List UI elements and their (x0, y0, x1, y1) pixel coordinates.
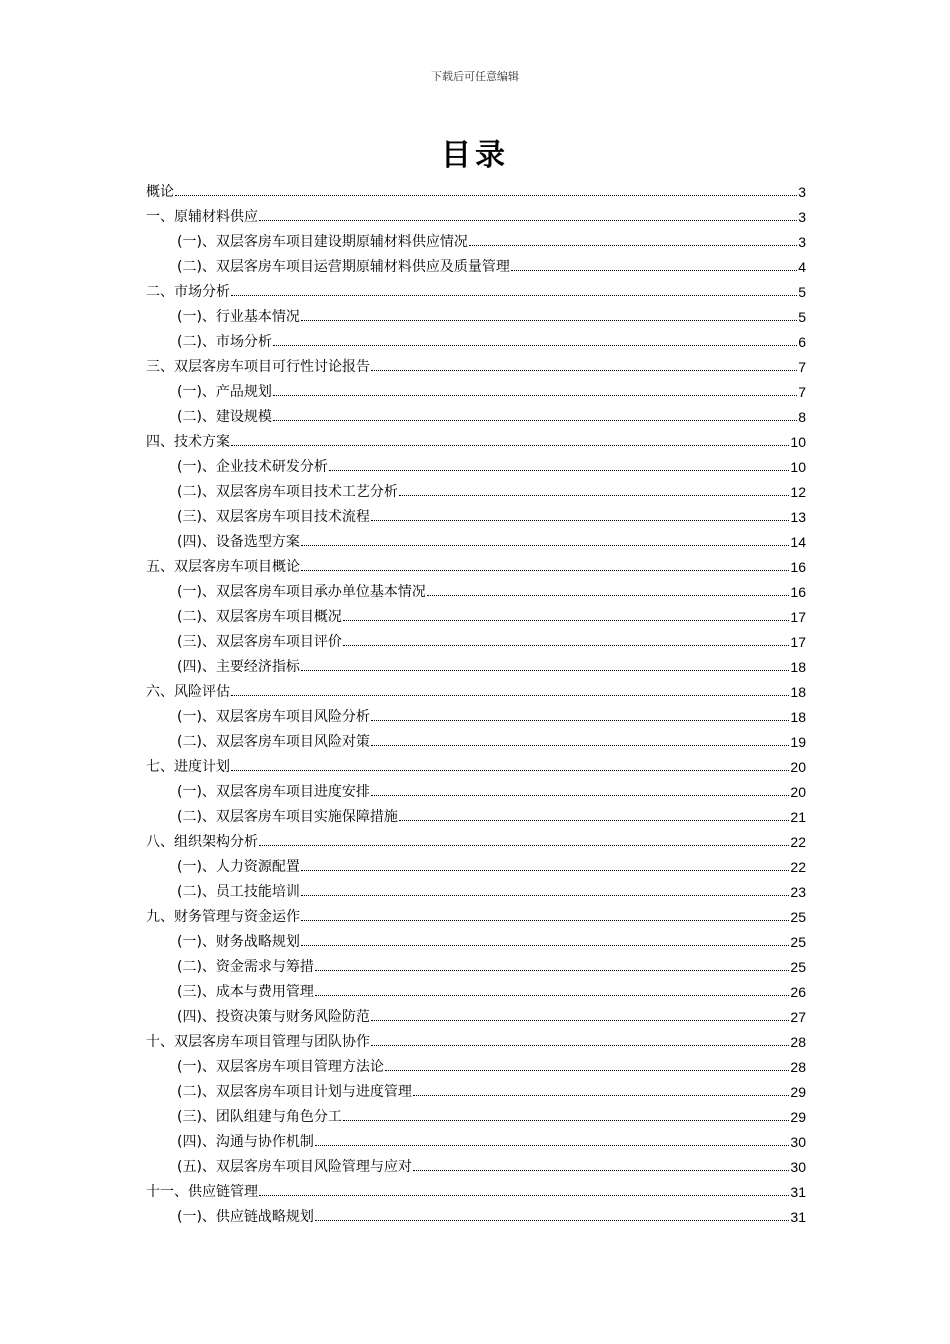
toc-entry[interactable] (146, 1076, 806, 1101)
toc-entry[interactable] (146, 376, 806, 401)
toc-entry[interactable] (146, 1176, 806, 1201)
toc-entry-page: 5 (798, 309, 806, 325)
toc-entry[interactable] (146, 651, 806, 676)
toc-entry-label: (一)、双层客房车项目进度安排 (177, 784, 370, 800)
toc-entry-page: 29 (790, 1084, 806, 1100)
toc-entry-label: (四)、设备选型方案 (177, 534, 300, 550)
toc-entry[interactable] (146, 1126, 806, 1151)
toc-dot-leader (371, 795, 789, 796)
toc-dot-leader (301, 320, 797, 321)
toc-entry-page: 23 (790, 884, 806, 900)
toc-dot-leader (371, 720, 789, 721)
toc-entry-page: 28 (790, 1059, 806, 1075)
toc-entry-page: 4 (798, 259, 806, 275)
toc-entry-page: 30 (790, 1134, 806, 1150)
toc-entry[interactable] (146, 851, 806, 876)
toc-entry-label: 三、双层客房车项目可行性讨论报告 (146, 359, 370, 375)
toc-entry-page: 13 (790, 509, 806, 525)
toc-entry[interactable] (146, 526, 806, 551)
toc-entry-label: (三)、成本与费用管理 (177, 984, 314, 1000)
toc-entry-page: 3 (798, 184, 806, 200)
toc-dot-leader (175, 195, 797, 196)
toc-entry-page: 10 (790, 434, 806, 450)
toc-entry-label: (三)、双层客房车项目评价 (177, 634, 342, 650)
toc-entry[interactable] (146, 551, 806, 576)
toc-entry-page: 3 (798, 234, 806, 250)
toc-dot-leader (273, 420, 797, 421)
toc-entry[interactable] (146, 401, 806, 426)
table-of-contents (146, 176, 806, 1226)
toc-entry-label: (二)、市场分析 (177, 334, 272, 350)
toc-entry-page: 25 (790, 959, 806, 975)
toc-entry-label: (二)、双层客房车项目概况 (177, 609, 342, 625)
toc-dot-leader (399, 495, 789, 496)
toc-dot-leader (301, 545, 789, 546)
toc-entry-page: 29 (790, 1109, 806, 1125)
toc-dot-leader (301, 570, 789, 571)
toc-entry[interactable] (146, 976, 806, 1001)
toc-dot-leader (427, 595, 789, 596)
toc-entry-label: 七、进度计划 (146, 759, 230, 775)
toc-entry[interactable] (146, 1051, 806, 1076)
toc-entry-label: (三)、双层客房车项目技术流程 (177, 509, 370, 525)
toc-entry-label: (四)、沟通与协作机制 (177, 1134, 314, 1150)
toc-dot-leader (301, 670, 789, 671)
page-title: 目录 (441, 138, 509, 173)
toc-dot-leader (231, 295, 797, 296)
toc-entry-page: 6 (798, 334, 806, 350)
toc-dot-leader (301, 870, 789, 871)
toc-entry-page: 30 (790, 1159, 806, 1175)
toc-entry-label: 八、组织架构分析 (146, 834, 258, 850)
toc-dot-leader (413, 1170, 789, 1171)
toc-entry-label: (二)、资金需求与筹措 (177, 959, 314, 975)
toc-dot-leader (343, 645, 789, 646)
toc-dot-leader (259, 845, 789, 846)
toc-entry-label: (一)、行业基本情况 (177, 309, 300, 325)
toc-entry[interactable] (146, 676, 806, 701)
toc-entry[interactable] (146, 751, 806, 776)
toc-dot-leader (231, 770, 789, 771)
toc-entry[interactable] (146, 351, 806, 376)
toc-entry-page: 26 (790, 984, 806, 1000)
toc-entry-label: (二)、双层客房车项目实施保障措施 (177, 809, 398, 825)
toc-entry-label: 十一、供应链管理 (146, 1184, 258, 1200)
toc-dot-leader (371, 1045, 789, 1046)
toc-entry[interactable] (146, 426, 806, 451)
toc-dot-leader (371, 520, 789, 521)
toc-entry-label: (一)、双层客房车项目风险分析 (177, 709, 370, 725)
toc-entry-page: 17 (790, 609, 806, 625)
toc-entry[interactable] (146, 876, 806, 901)
toc-entry-label: (一)、双层客房车项目承办单位基本情况 (177, 584, 426, 600)
toc-entry-page: 12 (790, 484, 806, 500)
toc-entry-page: 25 (790, 934, 806, 950)
toc-entry-label: (一)、双层客房车项目管理方法论 (177, 1059, 384, 1075)
toc-entry-label: (三)、团队组建与角色分工 (177, 1109, 342, 1125)
toc-entry-label: (四)、投资决策与财务风险防范 (177, 1009, 370, 1025)
toc-entry-page: 14 (790, 534, 806, 550)
toc-entry-label: (一)、双层客房车项目建设期原辅材料供应情况 (177, 234, 468, 250)
toc-entry[interactable] (146, 601, 806, 626)
toc-dot-leader (343, 620, 789, 621)
toc-entry-page: 22 (790, 834, 806, 850)
toc-entry-label: 五、双层客房车项目概论 (146, 559, 300, 575)
toc-dot-leader (315, 1145, 789, 1146)
toc-entry-page: 20 (790, 784, 806, 800)
toc-entry-page: 31 (790, 1209, 806, 1225)
toc-entry-label: (一)、供应链战略规划 (177, 1209, 314, 1225)
toc-entry-label: (二)、双层客房车项目计划与进度管理 (177, 1084, 412, 1100)
toc-dot-leader (231, 445, 789, 446)
toc-entry-page: 31 (790, 1184, 806, 1200)
toc-entry[interactable] (146, 826, 806, 851)
toc-dot-leader (231, 695, 789, 696)
toc-entry-page: 5 (798, 284, 806, 300)
toc-dot-leader (301, 920, 789, 921)
page-header: 下载后可任意编辑 (431, 70, 519, 83)
toc-dot-leader (371, 370, 797, 371)
toc-entry[interactable] (146, 176, 806, 201)
toc-entry[interactable] (146, 451, 806, 476)
toc-entry-label: 四、技术方案 (146, 434, 230, 450)
toc-dot-leader (399, 820, 789, 821)
toc-dot-leader (301, 945, 789, 946)
toc-dot-leader (511, 270, 797, 271)
toc-dot-leader (385, 1070, 789, 1071)
toc-entry[interactable] (146, 201, 806, 226)
toc-entry[interactable] (146, 326, 806, 351)
toc-entry-page: 28 (790, 1034, 806, 1050)
toc-entry[interactable] (146, 701, 806, 726)
toc-entry[interactable] (146, 1026, 806, 1051)
toc-dot-leader (315, 1220, 789, 1221)
toc-entry-label: (五)、双层客房车项目风险管理与应对 (177, 1159, 412, 1175)
toc-entry[interactable] (146, 576, 806, 601)
toc-dot-leader (343, 1120, 789, 1121)
toc-entry-page: 8 (798, 409, 806, 425)
toc-entry-page: 10 (790, 459, 806, 475)
toc-entry-page: 18 (790, 659, 806, 675)
toc-entry-label: 概论 (146, 184, 174, 200)
toc-entry-page: 16 (790, 584, 806, 600)
toc-dot-leader (259, 1195, 789, 1196)
toc-dot-leader (371, 745, 789, 746)
toc-dot-leader (371, 1020, 789, 1021)
toc-entry[interactable] (146, 926, 806, 951)
toc-entry[interactable] (146, 726, 806, 751)
toc-dot-leader (273, 395, 797, 396)
toc-entry[interactable] (146, 626, 806, 651)
toc-entry-page: 21 (790, 809, 806, 825)
toc-entry-page: 20 (790, 759, 806, 775)
toc-entry-label: (一)、财务战略规划 (177, 934, 300, 950)
toc-dot-leader (315, 995, 789, 996)
toc-dot-leader (273, 345, 797, 346)
toc-entry[interactable] (146, 276, 806, 301)
toc-entry[interactable] (146, 1101, 806, 1126)
toc-entry-label: (二)、双层客房车项目风险对策 (177, 734, 370, 750)
toc-entry[interactable] (146, 901, 806, 926)
toc-entry-label: 二、市场分析 (146, 284, 230, 300)
toc-entry-page: 7 (798, 359, 806, 375)
toc-entry-label: 一、原辅材料供应 (146, 209, 258, 225)
toc-entry-page: 18 (790, 684, 806, 700)
toc-entry-page: 19 (790, 734, 806, 750)
toc-entry-label: (二)、员工技能培训 (177, 884, 300, 900)
toc-entry-label: (一)、企业技术研发分析 (177, 459, 328, 475)
toc-entry-label: 六、风险评估 (146, 684, 230, 700)
toc-dot-leader (315, 970, 789, 971)
toc-dot-leader (259, 220, 797, 221)
toc-entry[interactable] (146, 226, 806, 251)
toc-entry-page: 22 (790, 859, 806, 875)
toc-entry-page: 18 (790, 709, 806, 725)
toc-entry-page: 16 (790, 559, 806, 575)
toc-entry-page: 17 (790, 634, 806, 650)
toc-entry-page: 27 (790, 1009, 806, 1025)
toc-entry[interactable] (146, 301, 806, 326)
toc-entry-label: 十、双层客房车项目管理与团队协作 (146, 1034, 370, 1050)
toc-entry[interactable] (146, 1151, 806, 1176)
toc-entry[interactable] (146, 1201, 806, 1226)
toc-entry[interactable] (146, 801, 806, 826)
toc-entry[interactable] (146, 951, 806, 976)
toc-entry[interactable] (146, 501, 806, 526)
toc-entry-label: (四)、主要经济指标 (177, 659, 300, 675)
toc-entry[interactable] (146, 776, 806, 801)
toc-dot-leader (413, 1095, 789, 1096)
toc-dot-leader (469, 245, 797, 246)
toc-entry-page: 7 (798, 384, 806, 400)
toc-entry-label: (二)、建设规模 (177, 409, 272, 425)
toc-dot-leader (301, 895, 789, 896)
toc-entry-label: 九、财务管理与资金运作 (146, 909, 300, 925)
toc-entry-label: (一)、人力资源配置 (177, 859, 300, 875)
toc-entry[interactable] (146, 476, 806, 501)
toc-entry-label: (二)、双层客房车项目运营期原辅材料供应及质量管理 (177, 259, 510, 275)
toc-entry[interactable] (146, 251, 806, 276)
toc-entry-page: 3 (798, 209, 806, 225)
toc-entry[interactable] (146, 1001, 806, 1026)
toc-entry-page: 25 (790, 909, 806, 925)
toc-dot-leader (329, 470, 789, 471)
toc-entry-label: (二)、双层客房车项目技术工艺分析 (177, 484, 398, 500)
toc-entry-label: (一)、产品规划 (177, 384, 272, 400)
